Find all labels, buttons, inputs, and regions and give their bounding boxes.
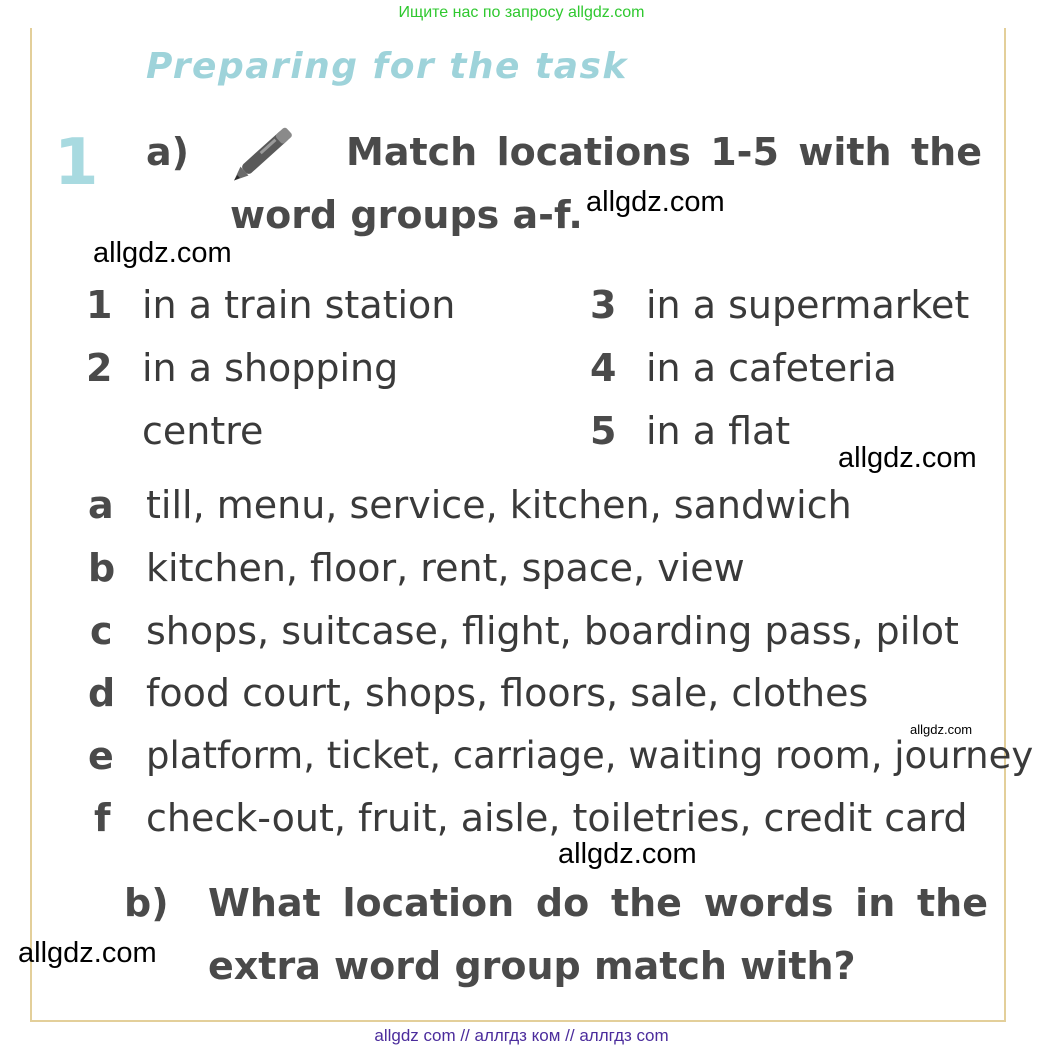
location-text: in a supermarket bbox=[646, 283, 970, 327]
watermark: allgdz.com bbox=[586, 186, 725, 218]
top-banner: Ищите нас по запросу allgdz.com bbox=[398, 4, 645, 21]
part-b-question-line1: What location do the words in the bbox=[208, 881, 988, 925]
word-group-text: platform, ticket, carriage, waiting room, journey bbox=[146, 734, 1034, 777]
word-group-text: food court, shops, floors, sale, clothes bbox=[146, 671, 869, 715]
location-text: in a shopping bbox=[142, 346, 399, 390]
word-group-text: check-out, fruit, aisle, toiletries, credit card bbox=[146, 796, 968, 840]
word-group-letter: c bbox=[90, 609, 113, 653]
exercise-number: 1 bbox=[54, 126, 99, 200]
location-number: 3 bbox=[590, 283, 617, 327]
word-group-text: kitchen, floor, rent, space, view bbox=[146, 546, 745, 590]
location-text: in a flat bbox=[646, 409, 791, 453]
word-group-letter: e bbox=[88, 734, 114, 778]
part-a-instruction-line2: word groups a-f. bbox=[230, 193, 583, 237]
watermark: allgdz.com bbox=[838, 442, 977, 474]
location-text: in a cafeteria bbox=[646, 346, 897, 390]
word-group-text: till, menu, service, kitchen, sandwich bbox=[146, 483, 852, 527]
pen-icon bbox=[230, 112, 308, 186]
part-a-instruction-line1: Match locations 1-5 with the bbox=[346, 130, 982, 174]
watermark: allgdz.com bbox=[910, 722, 973, 737]
location-number: 5 bbox=[590, 409, 617, 453]
watermark: allgdz.com bbox=[93, 237, 232, 269]
section-title: Preparing for the task bbox=[146, 46, 628, 87]
watermark: allgdz.com bbox=[18, 937, 157, 969]
location-text-continued: centre bbox=[142, 409, 264, 453]
part-b-question-line2: extra word group match with? bbox=[208, 944, 856, 988]
location-number: 4 bbox=[590, 346, 617, 390]
location-number: 1 bbox=[86, 283, 113, 327]
word-group-letter: b bbox=[88, 546, 116, 590]
watermark: allgdz.com bbox=[558, 838, 697, 870]
location-number: 2 bbox=[86, 346, 113, 390]
word-group-letter: d bbox=[88, 671, 116, 715]
part-b-label: b) bbox=[124, 881, 169, 925]
word-group-letter: a bbox=[88, 483, 114, 527]
part-a-label: a) bbox=[146, 130, 190, 174]
word-group-letter: f bbox=[94, 796, 111, 840]
word-group-text: shops, suitcase, flight, boarding pass, pilot bbox=[146, 609, 959, 653]
bottom-banner: allgdz com // аллгдз ком // аллгдз com bbox=[374, 1026, 669, 1045]
location-text: in a train station bbox=[142, 283, 456, 327]
